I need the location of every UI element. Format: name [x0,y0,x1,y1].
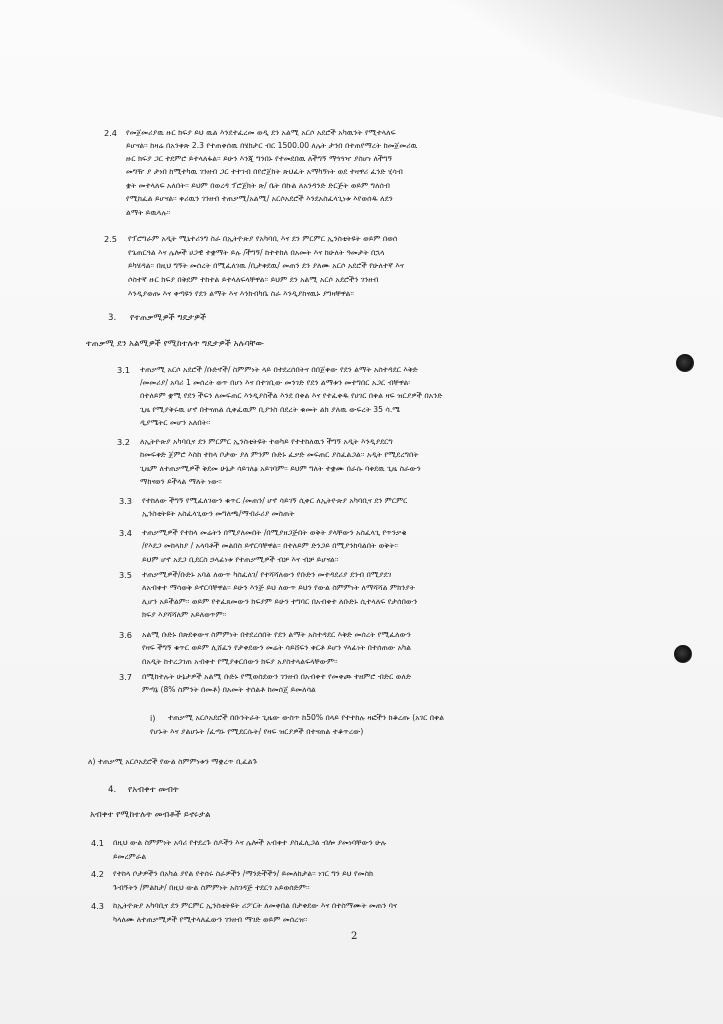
section-number: 3.7 [119,672,133,682]
section-number: 4.2 [91,869,105,879]
section-heading: የአብቀተ መብት [128,785,179,795]
section-number: 4.3 [91,901,105,911]
paragraph-line: አልሚ ቡድኑ በጽደቀውና ስምምነት በተደረሰበት የደን ልማት አስተዳደር እቅድ መሰረት የሚፈለውን [142,630,411,639]
paragraph-line: ጊዜ የሚያቅሩዉ ሆኖ በተናጠል ሲቀፈዉም ቢያንስ በደረት ቁመት ልክ ያለዉ ውፍረት 35 ሳ.ሜ [140,405,400,414]
section-number: 3.5 [119,570,133,580]
paragraph-line: የፕሮግራም አዲት ሚኒተሪንግ ስራ በኢትዮጵያ የአካባቢ እና ደን ምርምር ኢንስቲትዩት ወይም በወሰ [128,234,398,243]
section-number: 4. [108,785,117,795]
paragraph-line: ከመፍቀድ ጀምሮ እስከ ተከላ ቦታው ያለ ምንም ቡድኑ ፈቃድ መፍጠር ያስፈልጋል፡፡ አዲት የሚደረግበት [140,450,419,459]
paragraph-line: ሊሆን አይችልም፡፡ ወይም የተፈጸመውን ክፍያም ይሁን ተግባር በአብቀተ ለቡድኑ ሲተላለፍ የታሰበውን [142,597,418,606]
section-number: 3. [108,313,117,323]
paragraph-line: የሆኑት እና ያልሆኑት /ፈጣኑ የሚደርሱት/ የዛፍ ዝርያዎች በተናጠል ተቆጥረው) [150,727,364,736]
paragraph-line: የዛፍ ችግኝ ቁጥር ወይም ሊሸፈን የታቀደውን መሬት ሳይሸፍን ቀርቶ ይሆን ሃላፊነት በተሰጠው አካል [142,643,412,652]
paragraph-line: ለአብቀተ ማሳወቅ ይኖርባቸዋል፡፡ ይሁን እንጅ ይህ ለውጥ ይህን የውል ስምምነት ለማሻሻል ምክንያት [142,583,415,592]
section-number: 3.3 [119,496,133,506]
paragraph-line: ቋት መተላለፍ አለበት፡፡ ይህም በወረዳ ፕሮጀክት ጽ/ ቤት በኩል ለአንዳንድ ድርጅት ወይም ግለሰብ [126,181,391,190]
paragraph-line: ለኢትዮጵያ አካባቢና ደን ምርምር ኢንስቲትዩት ተወካይ የተተከለዉን ችግኝ አዲት እንዲያደርግ [140,437,393,446]
section-number: 3.6 [119,630,133,640]
paragraph-line: ተጠቃሚዎች የተከላ መሬትን በሚያለመበት /በሚያዘጋጅበት ወቅት ያላቸውን አስፈላጊ የጥንቃቄ [142,528,407,537]
paragraph-line: በተለይም ቋሚ የደን ችፍን ለመፍጠር እንዲያስችል እንደ በቀል እና የተፈቀዱ የሀገር በቀል ዛፍ ዝርያዎች በአንድ [140,391,443,400]
paragraph-line: መግዥ ያ ታነበ ከሚተካዉ ገንዘብ ጋር ተተገብ በየሮጀክት ጽህፈት አማካኝነት ወደ ተዛዋሪ ፈንድ ሂሳብ [126,167,403,176]
paragraph-line: ኢንስቲትዩት አስፈላጊውን መግለጫ/ማብራሪያ መስጠት [142,509,295,518]
paragraph-line: ክፍያ እያሻሻለም አይለወጥም፡፡ [142,610,227,619]
section-number: 3.1 [117,365,131,375]
page-number: 2 [351,931,358,942]
list-marker: i) [150,713,156,723]
section-intro: ተጠቃሚ ደን አልሚዎች የሚከተሉት ግዴታዎች አሉባቸው [86,339,264,349]
paragraph-line: የሚከፈል ይሆናል፡፡ ቀሪዉን ገንዘብ ተጠቃሚ/አልሚ/ አርሶአደሮች እንደአስፈላጊነቱ እየወሰዱ ለደን [126,194,393,203]
paragraph-line: ልማት ይዉላሉ፡፡ [126,208,171,217]
paragraph-line: በሚከተሉት ሁኔታዎች አልሚ ቡድኑ የሚወስደውን ገንዘብ በአብቀተ የመቀጮ ተዘምሮ ብድር ወለድ [142,672,412,681]
paragraph-line: ሶስተኛ ዙር ክፍያ በቅደም ተከተል ይተላለፍላቸዋል፡፡ ይህም ደን አልሚ አርሶ አደሮችን ገንዘብ [128,275,379,284]
paragraph-line: /መመሪያ/ አባሪ 1 መሰረት ወጥ በሆነ እና በተገቢው መንገድ የደን ልማቱን መተግበር አጋር ብቸዋል፡ [140,378,411,387]
paragraph-line: እንዲያወጡ እና ቀጣዩን የደን ልማት እና እንክብካቤ ስራ እንዲያከናዉኑ ያግዛቸዋል፡፡ [128,289,355,298]
paragraph-line: ማከናወን ይችላል ማለት ነው፡፡ [140,477,222,486]
paragraph-line: ተጠቃሚ አርሶ አደሮች /ቡድኖች/ ስምምነት ላይ በተደረሰበትና በበጀቀው የደን ልማት አስተዳደር እቅድ [140,365,418,374]
paragraph-line: ጊዜም ለተጠቃሚዎች ቅደመ ሁኔታ ሳይገለፅ አይገባም፡፡ ይህም ግለት ተቋሙ በራሱ ባቀደዉ ጊዜ ስራውን [140,464,421,473]
paragraph-line: የተከለው ችግኝ የሚፈለገውን ቁጥር /መጠን/ ሆኖ ሳይገኝ ሲቀር ለኢትዮጵያ አካባቢና ደን ምርምር [142,496,408,505]
paragraph-line: የተከላ ቦታዎችን በአካል ያየል የተሰሩ ስራዎችን /ማንድችችን/ ይመለከታል፡፡ ነገር ግን ይህ የመስክ [113,869,374,878]
section-number: 2.4 [104,128,118,138]
paragraph-line: የጌጠርጓል እና ሌሎች ሀጋዊ ተቋማት ይሉ /ችግኝ/ ከተተከለ በአመት እና ከሁለት ዓመታት በኋላ [128,248,385,257]
paragraph-line: በዚህ ውል ስምምነት አባሪ የተደረጉ ሰዶችን እና ሌሎች አብቀተ ያስፈሊጋል ብሎ ያመነባቸውን ሁሉ [113,838,387,847]
paragraph-line: ይህም ሆኖ አደጋ ቢደርስ ኃላፊነቱ የተጠቃሚዎች ብቻ እና ብቻ ይሆናል፡፡ [142,555,339,564]
paragraph-line: ካላለሙ ለተጠቃሚዎች የሚተላለፈውን ገንዘብ ማገድ ወይም መሰረዝ፡፡ [113,915,308,924]
paragraph-line: ይሆናል፡፡ ከዛሬ በአንቀጽ 2.3 የተጠቀሰዉ በሄክታር ብር 1500.00 ለሌት ታንበ በተጠየማረት ከመጀመሪዉ [126,141,418,150]
section-heading: የተጠቃሚዎች ግዴታዎች [130,313,207,323]
paragraph-line: ምጣኔ (8% ስምንት በመቶ) በአመት ተሰልቶ ከመሰጄ ይመለሳል [142,685,316,694]
paragraph-line: ከኢትዮጵያ አካባቢና ደን ምርምር ኢንስቲትዩት ሪፖርት ለመቀበል በታቀደው እና በተስማሙት መጠን ባና [113,901,397,910]
paragraph-line: ዲያሜትር መሆን አለበት፡፡ [140,418,211,427]
paragraph-line: ጉብኝትን /ምልከታ/ በዚህ ውል ስምምነት አስገዳጅ ተደርጎ አይወሰድም፡፡ [113,883,310,892]
subsection-heading: ለ) ተጠቃሚ አርሶአደሮች የውል ስምምነቱን ማቋረጥ ቢፈልጉ [88,757,258,766]
paragraph-line: ዙር ክፍያ ጋር ተደምሮ ይተላለፋል፡፡ ይሁን እንጂ ግንበኑ የተመደበዉ ለችግኝ ማጓጓዣ ያስሆነ ለችግኝ [126,154,393,163]
paragraph-line: ተጠቃሚ አርሶአደሮች በቡንትራት ጊዜው ውስጥ ከ50% በላይ የተተከሉ ዛፎችን ከቆረጡ (አገር በቀል [168,713,445,722]
section-number: 2.5 [104,234,118,244]
paragraph-line: ይመረምራል [113,852,147,861]
section-number: 3.2 [117,437,131,447]
section-intro: አብቀተ የሚከተሉት መብቶች ይኖሩታል [90,810,211,820]
paragraph-line: /የእደጋ መከላከያ / አላባቶች መልበስ ይኖርባቸዋል፡፡ በተለይም ድንጋይ በሚያንከባልበት ወቅት፡፡ [142,541,399,550]
paragraph-line: ተጠቃሚዎች/ቡድኑ አባል ለውጥ ካስፈለገ/ የተሻሻለውን የቡድን መተዳደሪያ ደንብ በሚያደገ [142,570,392,579]
section-number: 3.4 [119,528,133,538]
paragraph-line: ይካሄዳል፡፡ በዚህ ግኝት መሰረት በሚፈለገዉ /ቢታቀደዉ/ መጠን ደን ያለሙ አርሶ አደሮች የሁለተኛ እና [128,261,404,270]
section-number: 4.1 [91,838,105,848]
paragraph-line: በአዲት ከተረጋገጠ አብቀተ የሚያቀርበውን ክፍያ አያስተላልፍላቸውም፡፡ [142,657,338,666]
paragraph-line: የመጀመሪያዉ ዙር ክፍያ ይህ ዉል እንደተፈረመ ወዲ ደን አልሚ አርሶ አደሮች አካዉንት የሚተላለፍ [126,128,396,137]
